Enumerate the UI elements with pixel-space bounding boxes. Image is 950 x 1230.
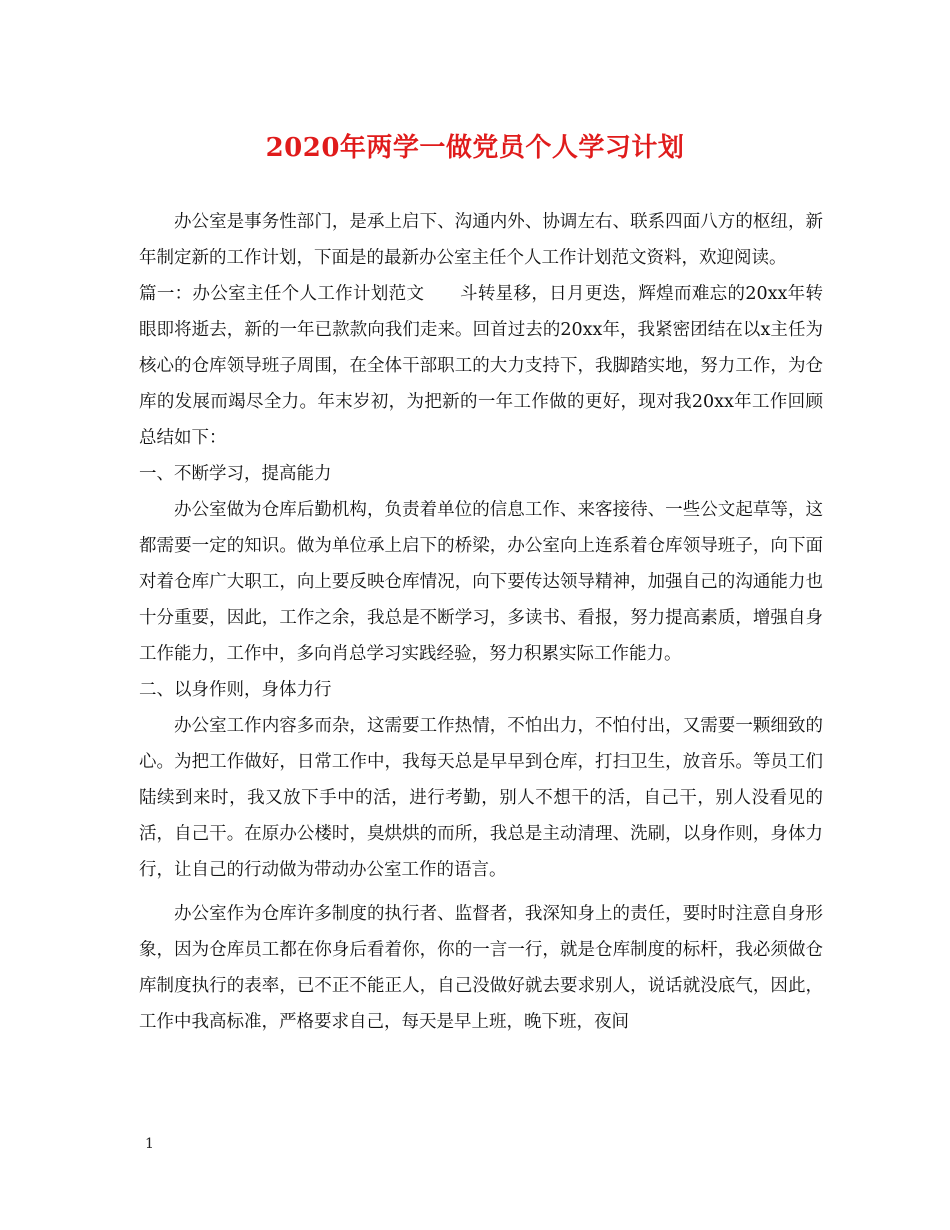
page-number: 1 xyxy=(145,1136,154,1152)
body-paragraph: 办公室工作内容多而杂，这需要工作热情，不怕出力，不怕付出，又需要一颗细致的心。为把工作做好，日常工作中，我每天总是早早到仓库，打扫卫生，放音乐。等员工们陆续到来时，我又放下手中的活，进行考勤，别人不想干的活，自己干，别人没看见的活，自己干。在原办公楼时，臭烘烘的而所，我总是主动清理、洗刷，以身作则，身体力行，让自己的行动做为带动办公室工作的语言。 xyxy=(139,716,823,880)
body-paragraph: 办公室作为仓库许多制度的执行者、监督者，我深知身上的责任，要时时注意自身形象，因为仓库员工都在你身后看着你，你的一言一行，就是仓库制度的标杆，我必须做仓库制度执行的表率，已不正不能正人，自己没做好就去要求别人，说话就没底气，因此，工作中我高标准，严格要求自己，每天是早上班，晚下班，夜间 xyxy=(139,904,823,1032)
section-heading-2: 二、以身作则，身体力行 xyxy=(139,680,332,700)
article-one-paragraph: 篇一：办公室主任个人工作计划范文 斗转星移，日月更迭，辉煌而难忘的20xx年转眼即将逝去，新的一年已款款向我们走来。回首过去的20xx年，我紧密团结在以x主任为核心的仓库领导班子周围，在全体干部职工的大力支持下，我脚踏实地，努力工作，为仓库的发展而竭尽全力。年末岁初，为把新的一年工作做的更好，现对我20xx年工作回顾总结如下： xyxy=(139,284,823,448)
section-heading-1: 一、不断学习，提高能力 xyxy=(139,464,332,484)
document-title: 2020年两学一做党员个人学习计划 xyxy=(265,133,685,163)
intro-paragraph: 办公室是事务性部门，是承上启下、沟通内外、协调左右、联系四面八方的枢纽，新年制定新的工作计划，下面是的最新办公室主任个人工作计划范文资料，欢迎阅读。 xyxy=(139,212,823,268)
document-body xyxy=(139,204,823,1040)
body-paragraph: 办公室做为仓库后勤机构，负责着单位的信息工作、来客接待、一些公文起草等，这都需要一定的知识。做为单位承上启下的桥梁，办公室向上连系着仓库领导班子，向下面对着仓库广大职工，向上要反映仓库情况，向下要传达领导精神，加强自己的沟通能力也十分重要，因此，工作之余，我总是不断学习，多读书、看报，努力提高素质，增强自身工作能力，工作中，多向肖总学习实践经验，努力积累实际工作能力。 xyxy=(139,500,823,664)
